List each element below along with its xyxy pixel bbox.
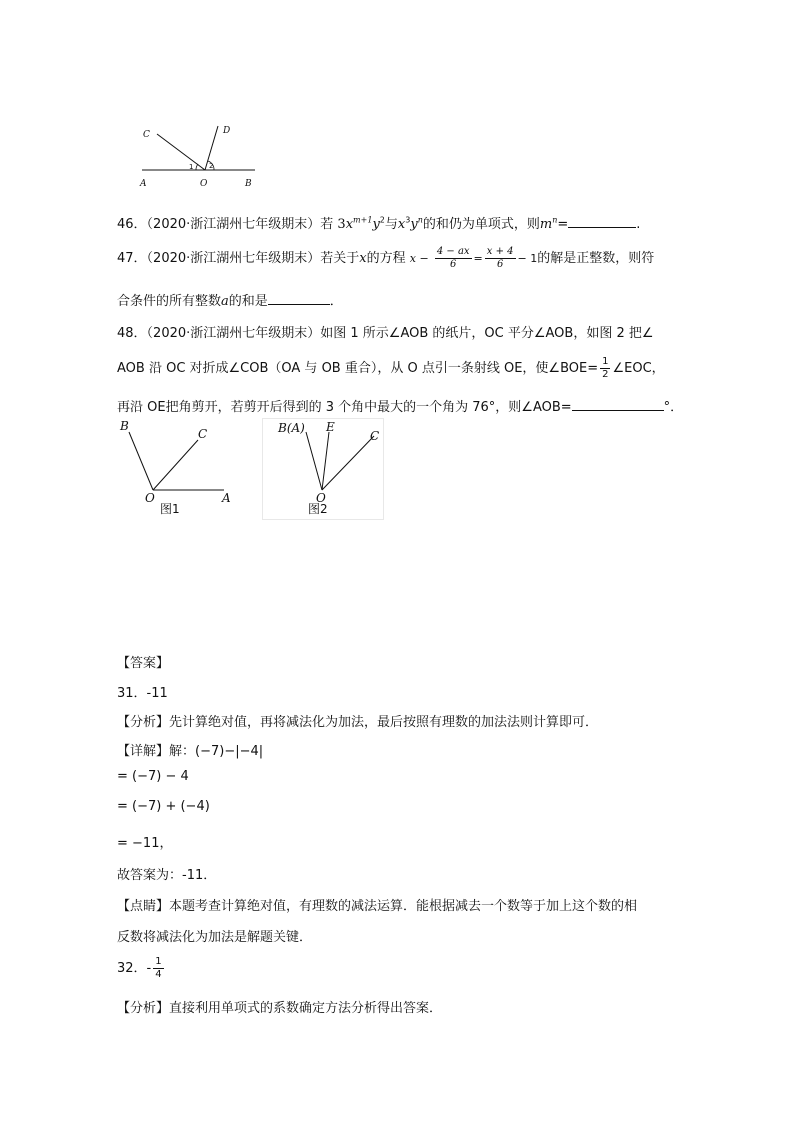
q47-fraction-1: $\frac{4 - ax}{6}$: [436, 246, 470, 270]
angle-label-2: 2: [209, 162, 214, 170]
label-a: A: [140, 179, 147, 189]
q46-source: （2020·浙江湖州七年级期末）: [146, 217, 321, 232]
question-48-line3: 再沿 OE把角剪开，若剪开后得到的 3 个角中最大的一个角为 76°，则∠AOB= °．: [117, 400, 684, 415]
fig2-diagram: [262, 418, 384, 520]
label-o: O: [200, 179, 208, 189]
comment-31-line2: 反数将减法化为加法是解题关键．: [117, 930, 313, 945]
comment-31: 【点睛】本题考查计算绝对值，有理数的减法运算．能根据减去一个数等于加上这个数的相: [117, 899, 638, 914]
question-46: 46．（2020·浙江湖州七年级期末）若 $3x^{m+1}y^2$与$x^3y^n$的和仍为单项式，则$m^n=$ .: [117, 215, 641, 232]
q47-source: （2020·浙江湖州七年级期末）: [146, 251, 321, 266]
answer-31: 31．-11: [117, 686, 168, 701]
fig1-ray-ob: [129, 432, 153, 490]
question-48: 48．（2020·浙江湖州七年级期末）如图 1 所示∠AOB 的纸片，OC 平分∠AOB，如图 2 把∠: [117, 326, 654, 341]
q47-number: 47．: [117, 251, 147, 266]
fig2-label-e: E: [326, 420, 335, 434]
q47-fraction-2: $\frac{x + 4}{6}$: [486, 246, 514, 270]
fig2-ray-ob: [306, 432, 322, 490]
fig2-label-ba: B(A): [278, 421, 305, 435]
q46-answer-blank[interactable]: [568, 215, 636, 228]
fig2-label-o: O: [316, 491, 326, 505]
fig2-label-c: C: [370, 429, 380, 443]
step-1: = (−7) − 4: [117, 769, 189, 784]
step-2: = (−7) + (−4): [117, 799, 210, 814]
analysis-32: 【分析】直接利用单项式的系数确定方法分析得出答案．: [117, 1001, 443, 1016]
label-c: C: [143, 130, 150, 140]
fig1-label-a: A: [222, 491, 231, 505]
q47-answer-blank[interactable]: [268, 292, 330, 305]
fig1-label-o: O: [145, 491, 155, 505]
conclusion-31: 故答案为：-11．: [117, 868, 217, 883]
label-d: D: [223, 126, 231, 136]
answer-32-fraction: $\frac{1}{4}$: [155, 956, 162, 980]
step-3: = −11，: [117, 836, 173, 851]
detail-31: 【详解】解：(−7)−|−4|: [117, 744, 264, 759]
q48-source: （2020·浙江湖州七年级期末）: [146, 326, 321, 341]
label-b: B: [245, 179, 252, 189]
q46-number: 46．: [117, 217, 147, 232]
fig1-ray-oc: [153, 440, 198, 490]
fig1-diagram: [118, 418, 248, 520]
angle-figure-top: [135, 120, 265, 192]
analysis-31: 【分析】先计算绝对值，再将减法化为加法，最后按照有理数的加法法则计算即可．: [117, 715, 599, 730]
fig1-label-b: B: [120, 419, 129, 433]
fig2-ray-oc: [322, 436, 374, 490]
fig2-ray-oe: [322, 432, 329, 490]
fig1-caption: 图1: [160, 502, 180, 516]
question-47: 47．（2020·浙江湖州七年级期末）若关于x的方程 x − $\frac{4 - ax}{6}$ = $\frac{x + 4}{6}$ − 1的解是正整数，则符: [117, 246, 655, 270]
q48-answer-blank[interactable]: [572, 398, 664, 411]
fig1-label-c: C: [198, 427, 208, 441]
q48-number: 48．: [117, 326, 147, 341]
angle-label-1: 1: [189, 163, 194, 171]
answers-header: 【答案】: [117, 656, 170, 671]
question-47-line2: 合条件的所有整数a的和是 ．: [117, 294, 343, 309]
fig2-caption: 图2: [308, 502, 328, 516]
answer-32: 32．- $\frac{1}{4}$: [117, 956, 162, 980]
angle-arc-1: [196, 164, 198, 170]
q48-fraction: $\frac{1}{2}$: [602, 356, 609, 380]
question-48-line2: AOB 沿 OC 对折成∠COB（OA 与 OB 重合），从 O 点引一条射线 OE，使∠BOE= $\frac{1}{2}$ ∠EOC，: [117, 356, 665, 380]
